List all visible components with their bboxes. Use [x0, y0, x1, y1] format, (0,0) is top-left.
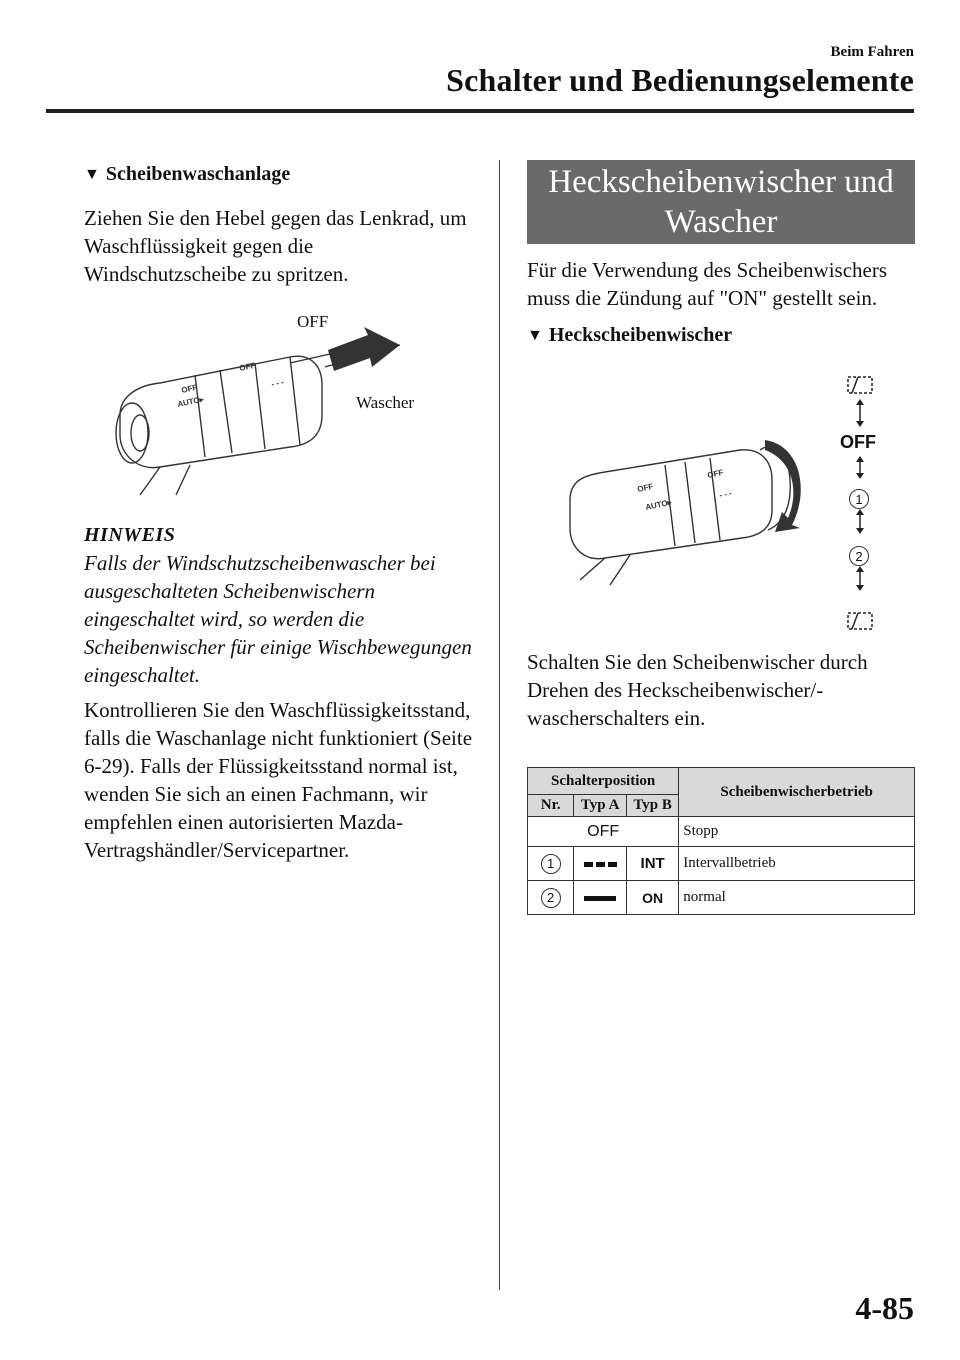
- triangle-bullet-icon: ▼: [84, 165, 100, 183]
- svg-text:OFF: OFF: [238, 360, 257, 373]
- washer-instruction: Ziehen Sie den Hebel gegen das Lenkrad, um Waschflüssigkeit gegen die Windschutzscheibe zu spritzen.: [84, 206, 467, 286]
- table-row1-typ-b: INT: [626, 847, 678, 881]
- page-number: 4-85: [855, 1290, 914, 1326]
- section-banner: Heckscheibenwischer und Wascher: [527, 160, 915, 244]
- svg-text:OFF: OFF: [180, 382, 199, 395]
- rear-wiper-stalk-illustration: [560, 420, 820, 590]
- table-row1-number: 1: [541, 854, 561, 874]
- table-header-nr: Nr.: [528, 795, 574, 817]
- header-rule: [46, 109, 914, 113]
- scale-position-1: 1: [849, 489, 869, 509]
- fluid-check-paragraph: Kontrollieren Sie den Waschflüssigkeitsstand, falls die Waschanlage nicht funktioniert (Seite 6-29). Falls der Flüssigkeitsstand normal ist, wenden Sie sich an einen Fachmann, wir empfehlen einen autorisierten Mazda-Vertragshändler/Servicepartner.: [84, 698, 473, 862]
- table-cell-off: OFF: [528, 817, 679, 847]
- table-header-typ-b: Typ B: [626, 795, 678, 817]
- figure-label-off: OFF: [297, 312, 329, 331]
- svg-text:- - -: - - -: [718, 488, 733, 500]
- table-header-operation: Scheibenwischerbetrieb: [679, 768, 915, 817]
- section-heading-washer-text: Scheibenwaschanlage: [105, 163, 291, 185]
- table-row2-typ-a-symbol: [574, 881, 627, 915]
- section-heading-rear-wiper-text: Heckscheibenwischer: [548, 324, 733, 346]
- table-row2-number: 2: [541, 888, 561, 908]
- note-title: HINWEIS: [84, 524, 176, 546]
- svg-text:- - -: - - -: [270, 377, 285, 389]
- figure-label-washer: Wascher: [356, 393, 415, 412]
- table-row2-operation: normal: [679, 881, 915, 915]
- triangle-bullet-icon: ▼: [527, 326, 543, 344]
- table-row1-operation: Intervallbetrieb: [679, 847, 915, 881]
- scale-label-off: OFF: [840, 432, 876, 452]
- rear-wiper-instruction: Schalten Sie den Scheibenwischer durch Drehen des Heckscheibenwischer/-wascherschalters ein.: [527, 650, 868, 730]
- rear-wiper-position-scale: [842, 365, 878, 637]
- running-header-chapter: Schalter und Bedienungselemente: [446, 62, 914, 98]
- table-header-position: Schalterposition: [528, 768, 679, 795]
- ignition-note: Für die Verwendung des Scheibenwischers muss die Zündung auf "ON" gestellt sein.: [527, 258, 888, 310]
- table-header-typ-a: Typ A: [574, 795, 627, 817]
- rear-wiper-stalk-figure: [560, 420, 820, 590]
- table-row2-typ-b: ON: [626, 881, 678, 915]
- switch-position-table: [527, 767, 915, 915]
- table-row1-typ-a-symbol: [574, 847, 627, 881]
- note-text: Falls der Windschutzscheibenwascher bei ausgeschalteten Scheibenwischern eingeschaltet wird, so werden die Scheibenwischer für einige Wischbewegungen eingeschaltet.: [84, 551, 472, 687]
- scale-position-2: 2: [849, 546, 869, 566]
- svg-text:OFF: OFF: [706, 467, 725, 480]
- section-heading-rear-wiper: [527, 324, 732, 347]
- svg-text:AUTO▸: AUTO▸: [644, 497, 673, 512]
- column-divider: [499, 160, 500, 1290]
- table-cell-stopp: Stopp: [679, 817, 915, 847]
- running-header-section: Beim Fahren: [830, 44, 914, 60]
- svg-text:AUTO▸: AUTO▸: [176, 394, 205, 409]
- svg-text:OFF: OFF: [636, 481, 655, 494]
- section-heading-washer: [84, 163, 290, 186]
